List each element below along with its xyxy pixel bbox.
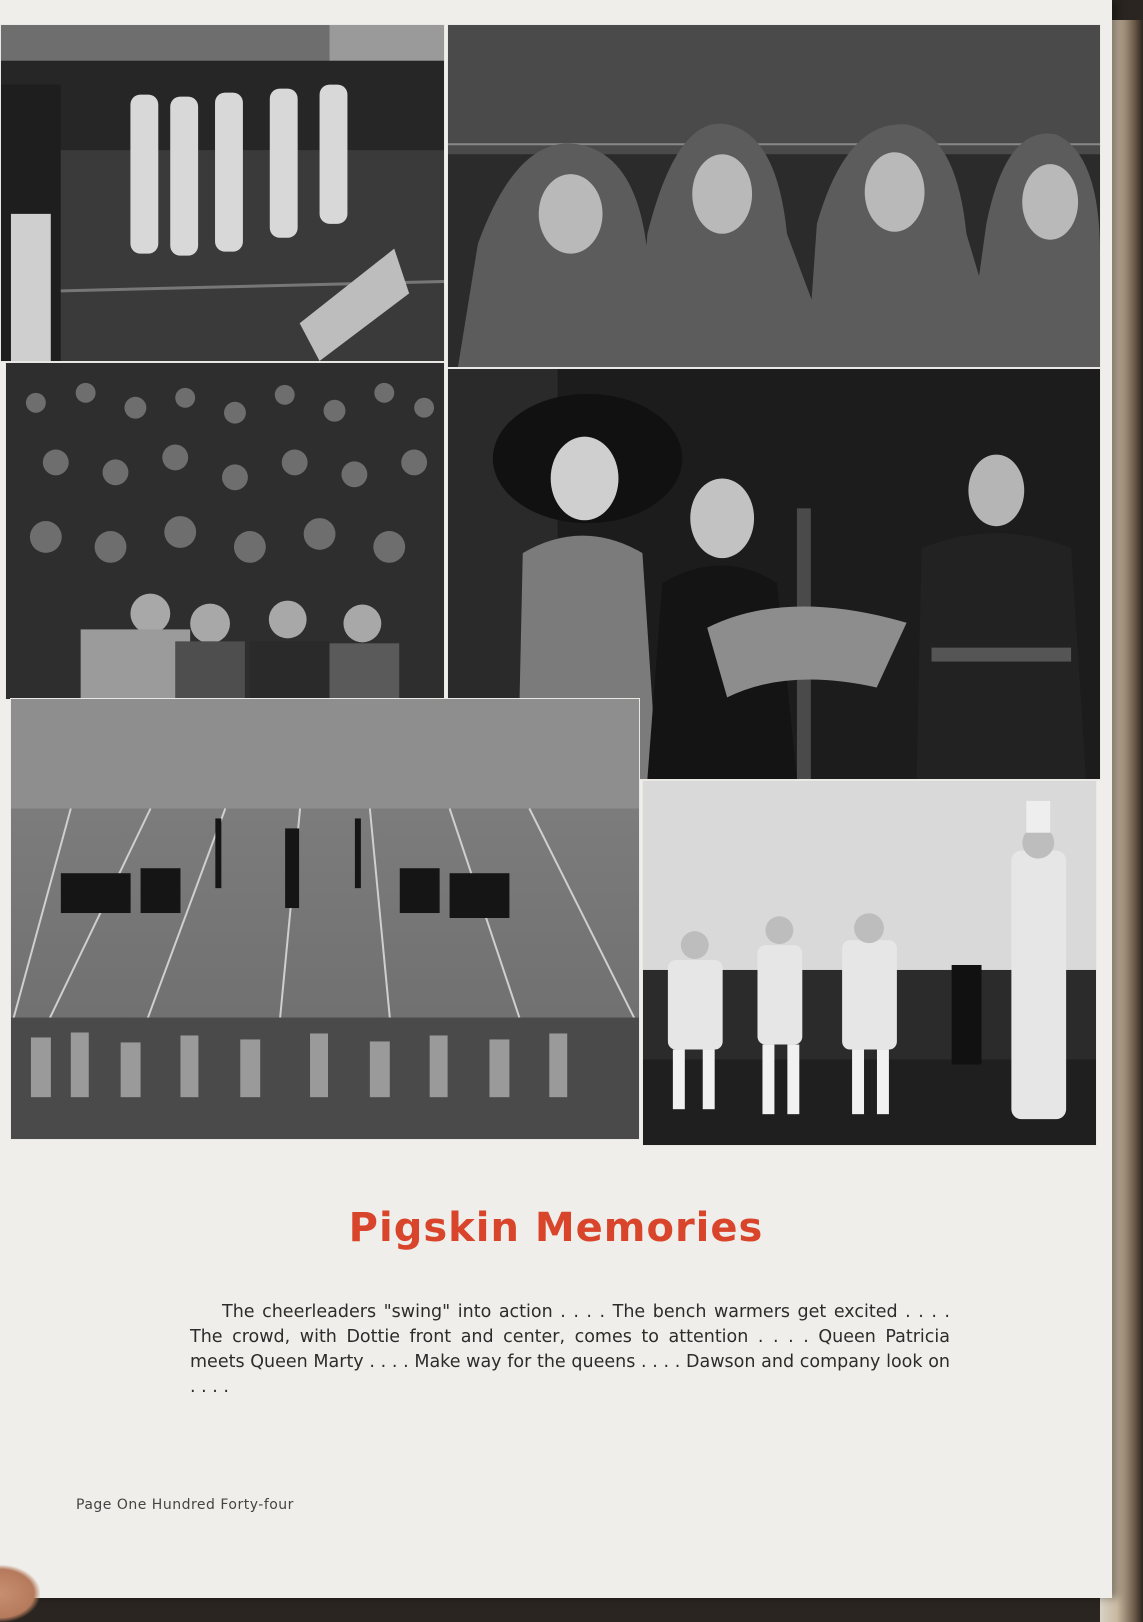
crowd-photo bbox=[5, 362, 445, 700]
page-title: Pigskin Memories bbox=[348, 1205, 764, 1251]
marching-band-photo bbox=[10, 698, 640, 1140]
majorettes-photo bbox=[642, 780, 1097, 1146]
cheerleaders-photo bbox=[0, 24, 445, 362]
thumb bbox=[0, 1565, 40, 1622]
page-number: Page One Hundred Forty-four bbox=[76, 1497, 294, 1513]
bench-warmers-photo bbox=[447, 24, 1101, 368]
photo-caption: The cheerleaders "swing" into action . . . . The bench warmers get excited . . . . The crowd, with Dottie front and center, comes to attention . . . . Queen Patricia meets Queen Marty . . . . Make way for the queens . . . . Dawson and company look on . . . . bbox=[190, 1302, 950, 1397]
